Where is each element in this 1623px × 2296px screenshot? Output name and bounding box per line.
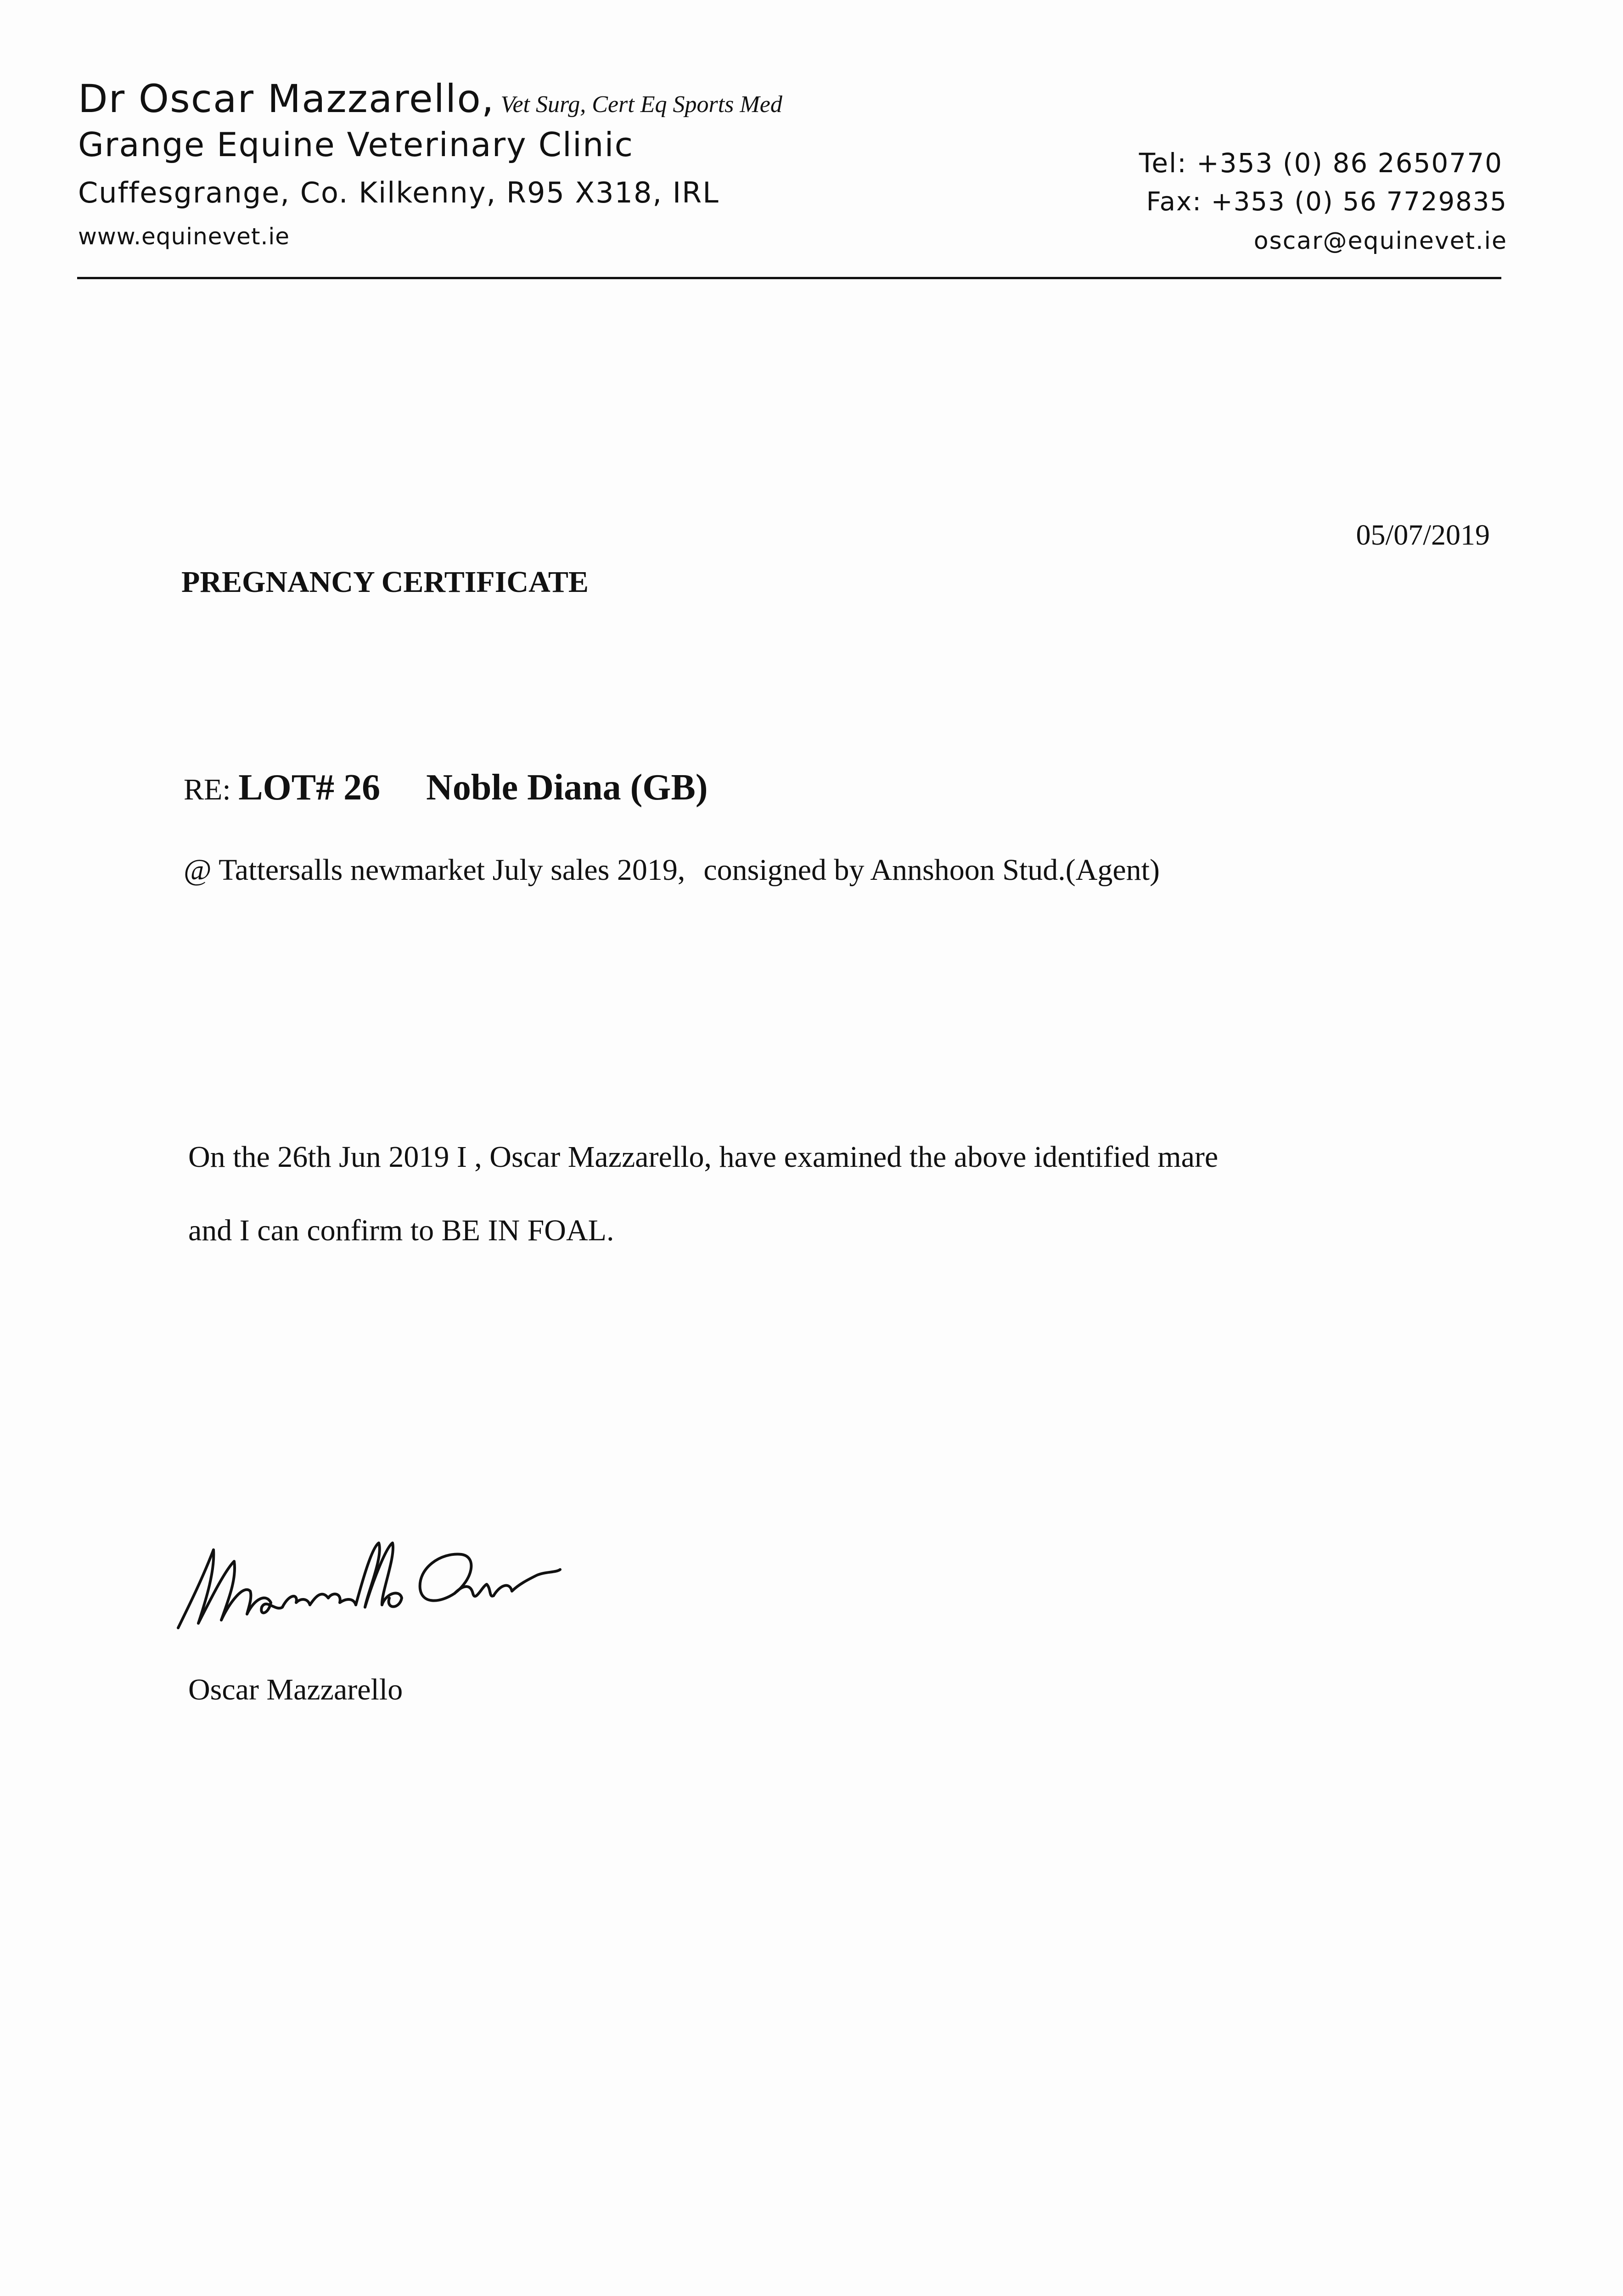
document-date: 05/07/2019 bbox=[1356, 518, 1490, 551]
clinic-address: Cuffesgrange, Co. Kilkenny, R95 X318, IRL bbox=[78, 176, 719, 209]
letterhead-divider bbox=[77, 277, 1501, 279]
contact-tel: Tel: +353 (0) 86 2650770 bbox=[1139, 147, 1503, 179]
re-label: RE: bbox=[184, 773, 239, 806]
exam-statement-line-2: and I can confirm to BE IN FOAL. bbox=[188, 1214, 614, 1247]
vet-qualifications: Vet Surg, Cert Eq Sports Med bbox=[494, 91, 782, 118]
handwritten-signature bbox=[170, 1529, 565, 1639]
consignor-info: consigned by Annshoon Stud.(Agent) bbox=[703, 853, 1160, 887]
clinic-website: www.equinevet.ie bbox=[78, 223, 290, 250]
lot-number: LOT# 26 bbox=[238, 767, 381, 808]
contact-email: oscar@equinevet.ie bbox=[1253, 227, 1507, 255]
horse-name: Noble Diana (GB) bbox=[426, 767, 708, 808]
signatory-name: Oscar Mazzarello bbox=[188, 1673, 403, 1706]
contact-fax: Fax: +353 (0) 56 7729835 bbox=[1146, 187, 1507, 217]
re-line bbox=[184, 765, 708, 813]
exam-statement-line-1: On the 26th Jun 2019 I , Oscar Mazzarello, have examined the above identified mare bbox=[188, 1140, 1219, 1174]
vet-name: Dr Oscar Mazzarello, bbox=[78, 76, 495, 121]
sale-info: @ Tattersalls newmarket July sales 2019, bbox=[184, 853, 685, 887]
clinic-name: Grange Equine Veterinary Clinic bbox=[78, 125, 634, 164]
document-title: PREGNANCY CERTIFICATE bbox=[181, 565, 589, 599]
sale-line bbox=[184, 850, 1160, 891]
